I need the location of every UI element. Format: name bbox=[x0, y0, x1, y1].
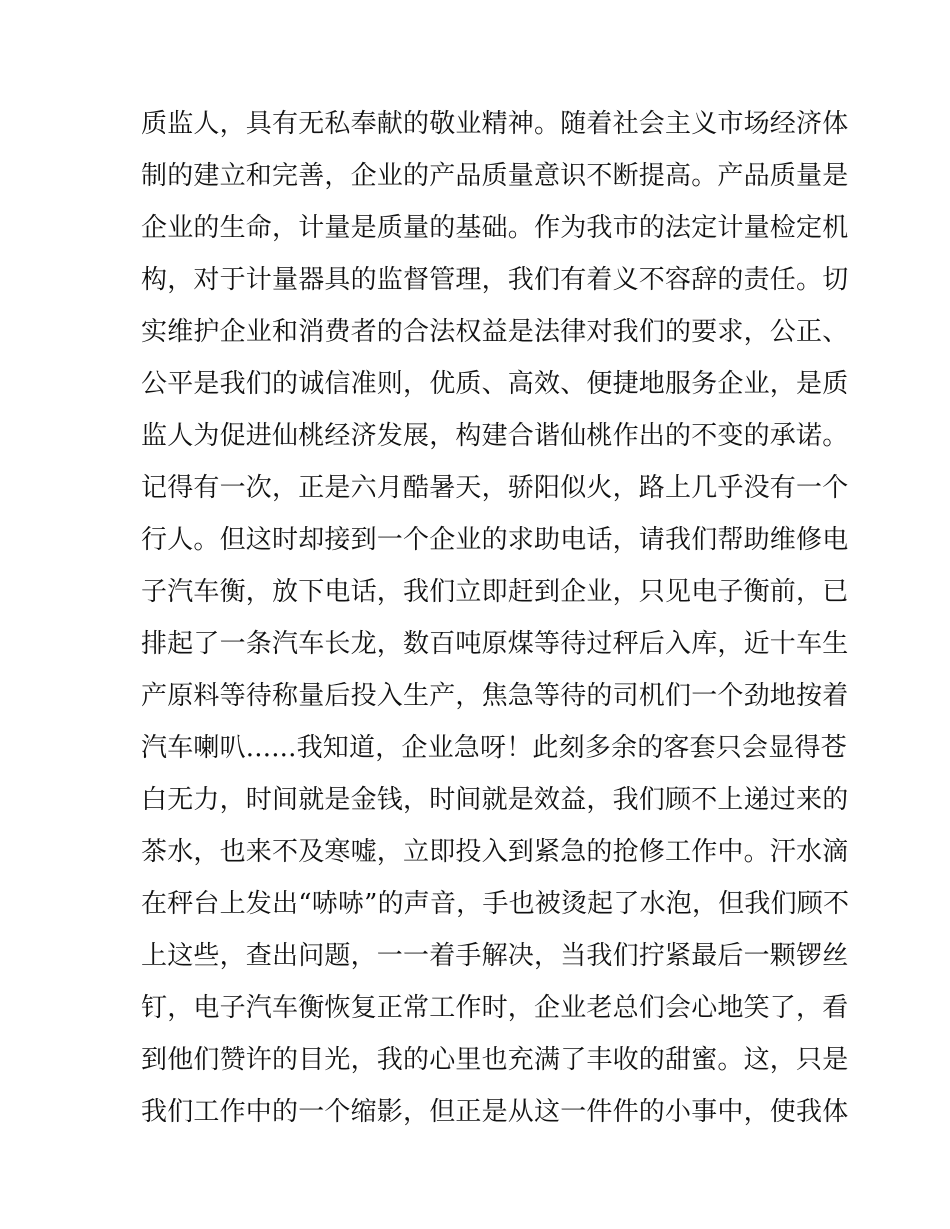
text-line-2: 制的建立和完善，企业的产品质量意识不断提高。产品质量是 bbox=[141, 161, 849, 191]
text-line-20: 我们工作中的一个缩影，但正是从这一件件的小事中，使我体 bbox=[141, 1097, 849, 1127]
text-line-6: 公平是我们的诚信准则，优质、高效、便捷地服务企业，是质 bbox=[141, 369, 849, 399]
text-line-11: 排起了一条汽车长龙，数百吨原煤等待过秤后入库，近十车生 bbox=[141, 629, 849, 659]
text-line-3: 企业的生命，计量是质量的基础。作为我市的法定计量检定机 bbox=[141, 213, 849, 243]
text-line-1: 质监人，具有无私奉献的敬业精神。随着社会主义市场经济体 bbox=[141, 109, 849, 139]
text-line-16: 在秤台上发出“哧哧”的声音，手也被烫起了水泡，但我们顾不 bbox=[141, 889, 850, 919]
text-line-7: 监人为促进仙桃经济发展，构建合谐仙桃作出的不变的承诺。 bbox=[141, 421, 849, 451]
text-line-18: 钉，电子汽车衡恢复正常工作时，企业老总们会心地笑了，看 bbox=[141, 993, 849, 1023]
text-line-9: 行人。但这时却接到一个企业的求助电话，请我们帮助维修电 bbox=[141, 525, 849, 555]
text-line-13: 汽车喇叭......我知道，企业急呀！此刻多余的客套只会显得苍 bbox=[141, 733, 847, 763]
text-line-4: 构，对于计量器具的监督管理，我们有着义不容辞的责任。切 bbox=[141, 265, 849, 295]
text-line-15: 茶水，也来不及寒嘘，立即投入到紧急的抢修工作中。汗水滴 bbox=[141, 837, 849, 867]
text-line-10: 子汽车衡，放下电话，我们立即赶到企业，只见电子衡前，已 bbox=[141, 577, 849, 607]
text-line-8: 记得有一次，正是六月酷暑天，骄阳似火，路上几乎没有一个 bbox=[141, 473, 849, 503]
body-text bbox=[141, 98, 850, 1138]
text-line-12: 产原料等待称量后投入生产，焦急等待的司机们一个劲地按着 bbox=[141, 681, 849, 711]
text-line-5: 实维护企业和消费者的合法权益是法律对我们的要求，公正、 bbox=[141, 317, 849, 347]
text-line-17: 上这些，查出问题，一一着手解决，当我们拧紧最后一颗锣丝 bbox=[141, 941, 849, 971]
text-line-19: 到他们赞许的目光，我的心里也充满了丰收的甜蜜。这，只是 bbox=[141, 1045, 849, 1075]
text-line-14: 白无力，时间就是金钱，时间就是效益，我们顾不上递过来的 bbox=[141, 785, 849, 815]
